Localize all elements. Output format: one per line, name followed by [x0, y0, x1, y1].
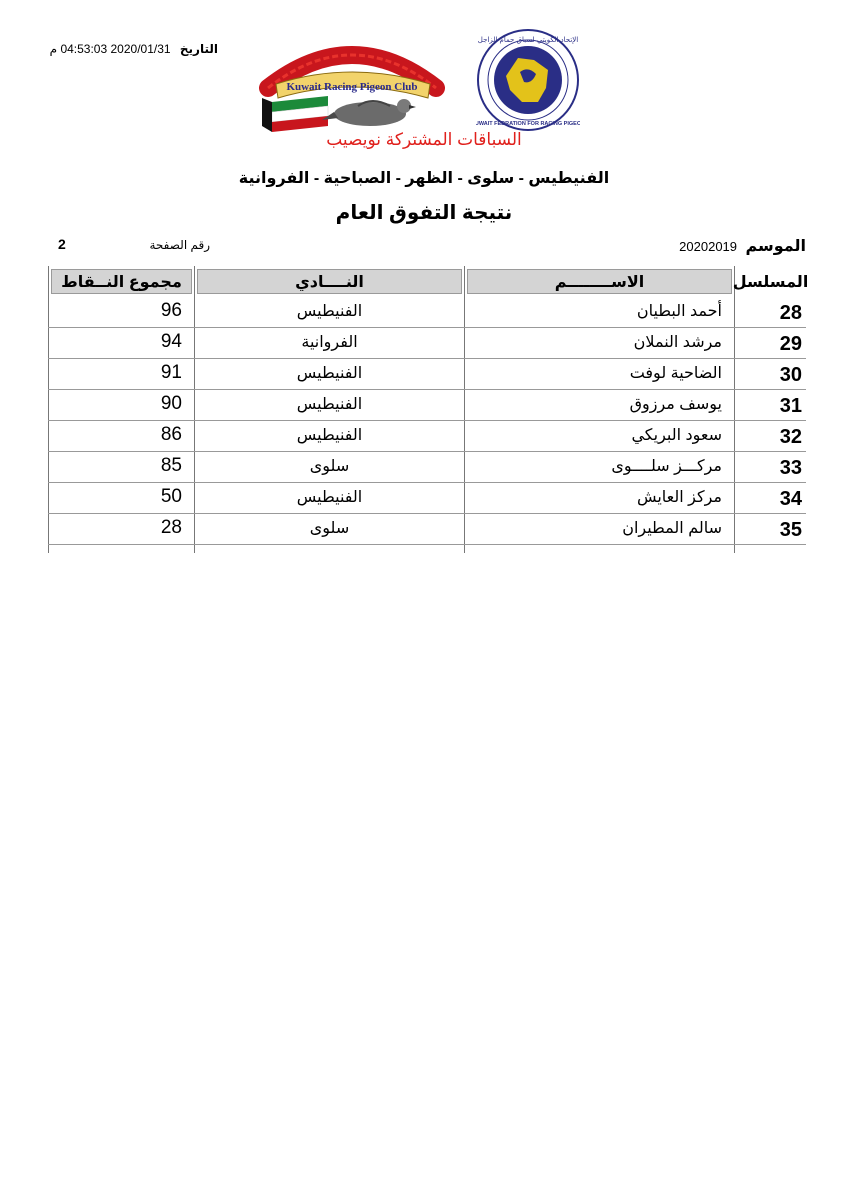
- page-number-label: رقم الصفحة: [149, 238, 210, 252]
- federation-logo: [476, 10, 580, 127]
- tail-cell: [464, 545, 734, 553]
- row-serial: 28: [779, 302, 802, 324]
- header-club-cell: [194, 266, 464, 297]
- row-points: 94: [160, 331, 182, 352]
- table-row: [48, 514, 806, 545]
- row-serial: 35: [779, 519, 802, 541]
- tail-cell: [48, 545, 194, 553]
- participating-clubs: الفنيطيس - سلوى - الظهر - الصباحية - الفروانية: [238, 170, 610, 187]
- date-label: التاريخ: [179, 42, 218, 56]
- tail-cell: [194, 545, 464, 553]
- row-serial: 32: [779, 426, 802, 448]
- row-points: 86: [160, 424, 182, 445]
- row-club: الفنيطيس: [296, 303, 363, 320]
- row-club: الفنيطيس: [296, 396, 363, 413]
- header-points-cell: [48, 266, 194, 297]
- row-name: مركـــز سلــــوى: [611, 458, 722, 475]
- tail-cell: [734, 545, 806, 553]
- row-serial: 31: [779, 395, 802, 417]
- table-row: [48, 421, 806, 452]
- table-row: [48, 359, 806, 390]
- row-club: سلوى: [309, 520, 350, 537]
- header-serial-cell: [732, 266, 809, 297]
- svg-text:KUWAIT FEDRATION FOR RACING PI: KUWAIT FEDRATION FOR RACING PIGEON: [476, 121, 580, 127]
- row-name: يوسف مرزوق: [629, 396, 722, 413]
- header-club: النــــادي: [197, 269, 462, 294]
- row-serial: 34: [779, 488, 802, 510]
- date-value: 2020/01/31 04:53:03 م: [49, 42, 171, 56]
- page-number-value: 2: [58, 236, 66, 252]
- row-points: 50: [160, 486, 182, 507]
- row-serial: 29: [779, 333, 802, 355]
- print-date: [28, 42, 218, 62]
- row-name: الضاحية لوفت: [629, 365, 722, 382]
- season: [679, 236, 806, 256]
- row-club: الفنيطيس: [296, 427, 363, 444]
- header-serial: المسلسل: [737, 269, 804, 294]
- row-name: سعود البريكي: [631, 427, 722, 444]
- row-name: أحمد البطيان: [636, 303, 722, 320]
- row-club: سلوى: [309, 458, 350, 475]
- table-header-row: [48, 266, 809, 297]
- federation-logo-graphic: [476, 28, 580, 132]
- row-points: 91: [160, 362, 182, 383]
- svg-text:Kuwait Racing Pigeon Club: Kuwait Racing Pigeon Club: [286, 81, 418, 93]
- season-value: 20202019: [679, 239, 738, 254]
- row-serial: 33: [779, 457, 802, 479]
- header-name: الاســــــــم: [467, 269, 732, 294]
- row-points: 85: [160, 455, 182, 476]
- header-points: مجموع النــقاط: [51, 269, 192, 294]
- table-row: [48, 452, 806, 483]
- row-serial: 30: [779, 364, 802, 386]
- table-row: [48, 328, 806, 359]
- row-points: 90: [160, 393, 182, 414]
- competition-title: السباقات المشتركة نويصيب: [326, 130, 522, 149]
- table-tail: [48, 545, 806, 553]
- table-row: [48, 390, 806, 421]
- header-name-cell: [464, 266, 734, 297]
- row-name: مركز العايش: [636, 489, 722, 506]
- season-label: الموسم: [745, 238, 806, 255]
- row-name: سالم المطيران: [622, 520, 722, 537]
- row-points: 28: [160, 517, 182, 538]
- table-row: [48, 483, 806, 514]
- row-club: الفنيطيس: [296, 489, 363, 506]
- row-points: 96: [160, 300, 182, 321]
- results-table: [48, 266, 809, 553]
- table-row: [48, 297, 806, 328]
- row-club: الفنيطيس: [296, 365, 363, 382]
- page-number: [50, 238, 210, 252]
- row-club: الفروانية: [301, 334, 358, 351]
- club-logo-graphic: [258, 26, 446, 132]
- report-title: نتيجة التفوق العام: [335, 202, 513, 224]
- row-name: مرشد النملان: [633, 334, 722, 351]
- svg-text:الإتحاد الكويتي لسباق حمام الز: الإتحاد الكويتي لسباق حمام الزاجل: [477, 36, 579, 44]
- club-logo: [258, 8, 446, 114]
